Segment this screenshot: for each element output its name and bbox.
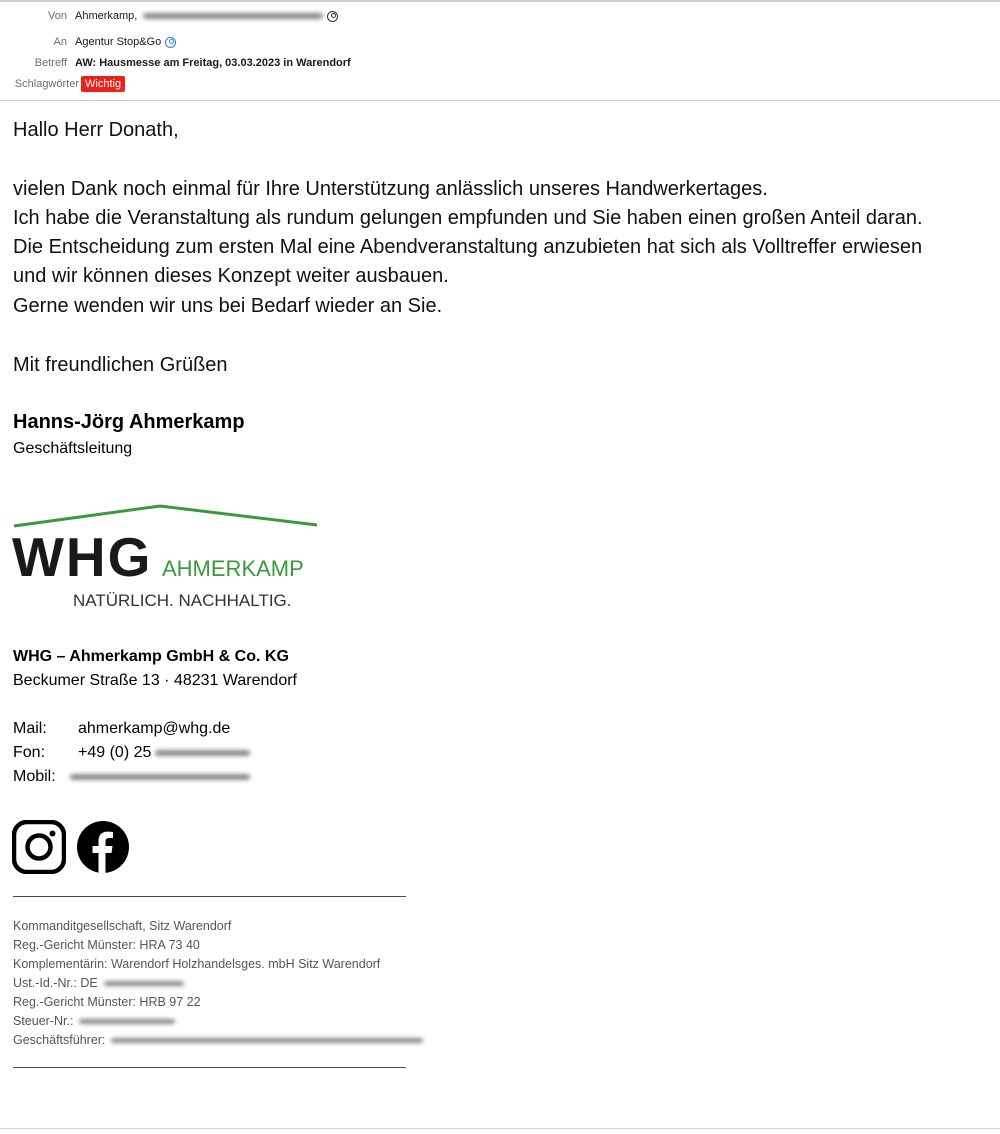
to-value[interactable]: Agentur Stop&Go (75, 36, 162, 48)
tag-badge[interactable]: Wichtig (81, 76, 125, 92)
mail-line (13, 720, 230, 738)
person-icon[interactable] (327, 11, 338, 22)
phone-label: Fon: (13, 744, 46, 761)
logo-brand: WHG (12, 526, 153, 588)
legal-line-4 (13, 976, 184, 990)
legal-rule-bottom (13, 1067, 406, 1068)
body-line-5: Gerne wenden wir uns bei Bedarf wieder an Sie. (13, 295, 443, 317)
logo-roof (14, 506, 317, 526)
redacted-tax (79, 1019, 175, 1024)
signature-name: Hanns-Jörg Ahmerkamp (13, 411, 245, 433)
redacted-ceo (111, 1038, 423, 1043)
vat-label: Ust.-Id.-Nr.: DE (13, 976, 98, 990)
mobile-line (13, 768, 250, 786)
to-label: An (53, 36, 67, 48)
redacted-email (143, 13, 323, 19)
redacted-vat (104, 981, 184, 986)
from-row (0, 7, 338, 25)
mail-link[interactable]: ahmerkamp@whg.de (78, 720, 231, 737)
subject-row (0, 54, 351, 72)
ceo-label: Geschäftsführer: (13, 1033, 106, 1047)
instagram-icon[interactable] (12, 820, 66, 874)
body-line-3: Die Entscheidung zum ersten Mal eine Abendveranstaltung anzubieten hat sich als Volltreffer erwiesen (13, 236, 923, 258)
body-line-1: vielen Dank noch einmal für Ihre Unterstützung anlässlich unseres Handwerkertages. (13, 178, 768, 200)
logo-sub: AHMERKAMP (162, 556, 304, 581)
company-address: Beckumer Straße 13 · 48231 Warendorf (13, 672, 297, 689)
mobile-label: Mobil: (13, 768, 56, 785)
facebook-icon[interactable] (76, 820, 130, 874)
bottom-border (0, 1128, 1000, 1129)
legal-line-2: Reg.-Gericht Münster: HRA 73 40 (13, 938, 200, 952)
greeting: Hallo Herr Donath, (13, 119, 179, 141)
legal-line-6 (13, 1014, 175, 1028)
from-label: Von (48, 10, 67, 22)
tags-row (0, 75, 125, 93)
tags-label: Schlagwörter (14, 78, 79, 90)
phone-value[interactable]: +49 (0) 25 (78, 744, 152, 761)
header-divider (0, 100, 1000, 101)
to-row (0, 33, 176, 51)
closing: Mit freundlichen Grüßen (13, 354, 228, 376)
redacted-mobile (70, 774, 250, 780)
legal-line-5: Reg.-Gericht Münster: HRB 97 22 (13, 995, 201, 1009)
tax-label: Steuer-Nr.: (13, 1014, 74, 1028)
logo-tagline: NATÜRLICH. NACHHALTIG. (73, 591, 292, 610)
body-line-4: und wir können dieses Konzept weiter ausbauen. (13, 265, 449, 287)
body-line-2: Ich habe die Veranstaltung als rundum gelungen empfunden und Sie haben einen großen Anteil daran. (13, 207, 923, 229)
contact-icon[interactable] (165, 37, 176, 48)
company-logo (12, 502, 322, 614)
legal-rule-top (13, 896, 406, 897)
mail-label: Mail: (13, 720, 47, 737)
legal-line-1: Kommanditgesellschaft, Sitz Warendorf (13, 919, 232, 933)
redacted-phone (155, 750, 250, 756)
legal-line-3: Komplementärin: Warendorf Holzhandelsges. mbH Sitz Warendorf (13, 957, 381, 971)
phone-line (13, 744, 250, 762)
company-name: WHG – Ahmerkamp GmbH & Co. KG (13, 648, 289, 665)
top-border (0, 0, 1000, 2)
subject-value: AW: Hausmesse am Freitag, 03.03.2023 in Warendorf (75, 57, 351, 69)
signature-role: Geschäftsleitung (13, 440, 133, 457)
from-name[interactable]: Ahmerkamp, (75, 10, 138, 22)
subject-label: Betreff (34, 57, 67, 69)
legal-line-7 (13, 1033, 423, 1047)
